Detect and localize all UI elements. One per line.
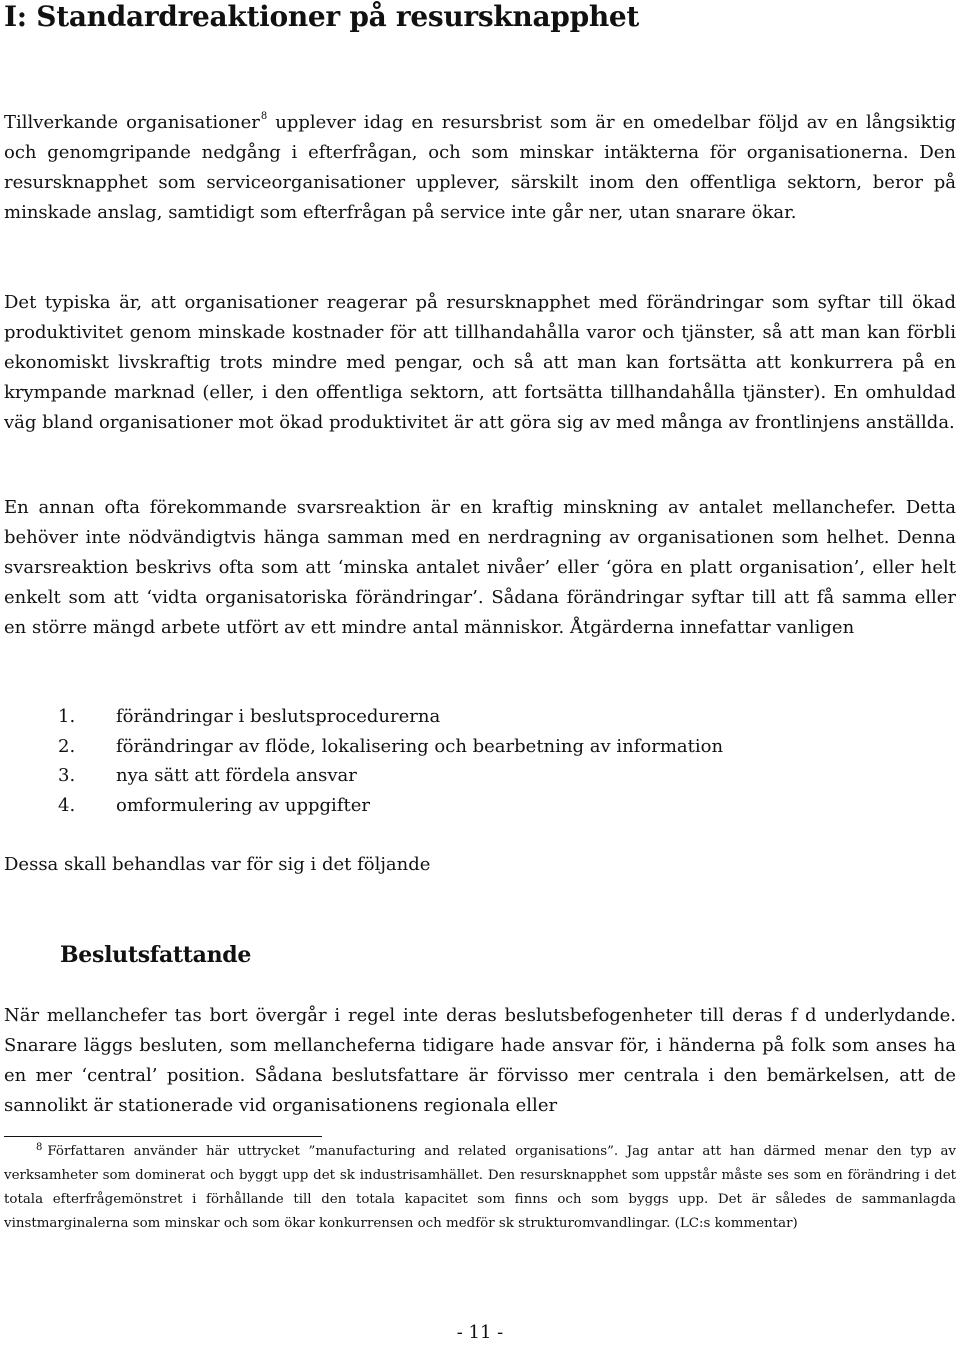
footnote-divider <box>4 1136 322 1137</box>
paragraph-3: En annan ofta förekommande svarsreaktion är en kraftig minskning av antalet mellanchefer. Detta behöver inte nödvändigtvis hänga samman med en nerdragning av organisationen som helhet. Denna svarsreaktion beskrivs ofta som att ‘minska antalet nivåer’ eller ‘göra en platt organisation’, eller helt enkelt som att ‘vidta organisatoriska förändringar’. Sådana förändringar syftar till att få samma eller en större mängd arbete utfört av ett mindre antal människor. Åtgärderna innefattar vanligen <box>4 497 956 638</box>
measures-list <box>58 702 723 820</box>
list-item <box>58 732 723 762</box>
paragraph-1 <box>4 108 956 228</box>
list-item-number: 4. <box>58 794 76 816</box>
footnote-reference[interactable]: 8 <box>260 111 268 122</box>
section-heading: Beslutsfattande <box>60 942 252 968</box>
footnote-text: Författaren använder här uttrycket ”manufacturing and related organisations”. Jag antar att han därmed menar den typ av verksamheter som dominerat och byggt upp det sk industrisamhället. Den resursknapphet som uppstår måste ses som en förändring i det totala efterfrågemönstret i förhållande till den totala kapacitet som finns och som byggs upp. Det är således de sammanlagda vinstmarginalerna som minskar och som ökar konkurrensen och medför sk strukturomvandlingar. (LC:s kommentar) <box>4 1144 956 1231</box>
list-item-text: förändringar i beslutsprocedurerna <box>116 706 441 727</box>
section-paragraph: När mellanchefer tas bort övergår i regel inte deras beslutsbefogenheter till deras f d underlydande. Snarare läggs besluten, som mellancheferna tidigare hade ansvar för, i händerna på folk som anses ha en mer ‘central’ position. Sådana beslutsfattare är förvisso mer centrala i den bemärkelsen, att de sannolikt är stationerade vid organisationens regionala eller <box>4 1005 956 1116</box>
list-item-text: förändringar av flöde, lokalisering och bearbetning av information <box>116 735 724 757</box>
paragraph-2: Det typiska är, att organisationer reagerar på resursknapphet med förändringar som syftar till ökad produktivitet genom minskade kostnader för att tillhandahålla varor och tjänster, så att man kan förbli ekonomiskt livskraftig trots mindre med pengar, och så att man kan fortsätta att konkurrera på en krympande marknad (eller, i den offentliga sektorn, att fortsätta tillhandahålla tjänster). En omhuldad väg bland organisationer mot ökad produktivitet är att göra sig av med många av frontlinjens anställda. <box>4 292 956 433</box>
list-item-text: omformulering av uppgifter <box>116 794 370 816</box>
after-list-sentence: Dessa skall behandlas var för sig i det följande <box>4 854 431 875</box>
page-number: - 11 - <box>456 1322 504 1343</box>
list-item <box>58 761 723 791</box>
paragraph-1-start: Tillverkande organisationer <box>4 112 260 133</box>
page-title: I: Standardreaktioner på resursknapphet <box>4 0 640 33</box>
list-item <box>58 702 723 732</box>
list-item-number: 1. <box>58 706 76 727</box>
paragraph-1-rest: upplever idag en resursbrist som är en omedelbar följd av en långsiktig och genomgripande nedgång i efterfrågan, och som minskar intäkterna för organisationerna. Den resursknapphet som serviceorganisationer upplever, särskilt inom den offentliga sektorn, beror på minskade anslag, samtidigt som efterfrågan på service inte går ner, utan snarare ökar. <box>4 112 956 223</box>
list-item-text: nya sätt att fördela ansvar <box>116 765 357 786</box>
footnote: 8 Författaren använder här uttrycket ”manufacturing and related organisations”. Jag antar att han därmed menar den typ av verksamheter som dominerat och byggt upp det sk industrisamhället. Den resursknapphet som uppstår måste ses som en förändring i det totala efterfrågemönstret i förhållande till den totala kapacitet som finns och som byggs upp. Det är således de sammanlagda vinstmarginalerna som minskar och som ökar konkurrensen och medför sk strukturomvandlingar. (LC:s kommentar) <box>4 1142 956 1231</box>
list-item <box>58 791 723 821</box>
list-item-number: 2. <box>58 735 76 757</box>
list-item-number: 3. <box>58 765 76 786</box>
